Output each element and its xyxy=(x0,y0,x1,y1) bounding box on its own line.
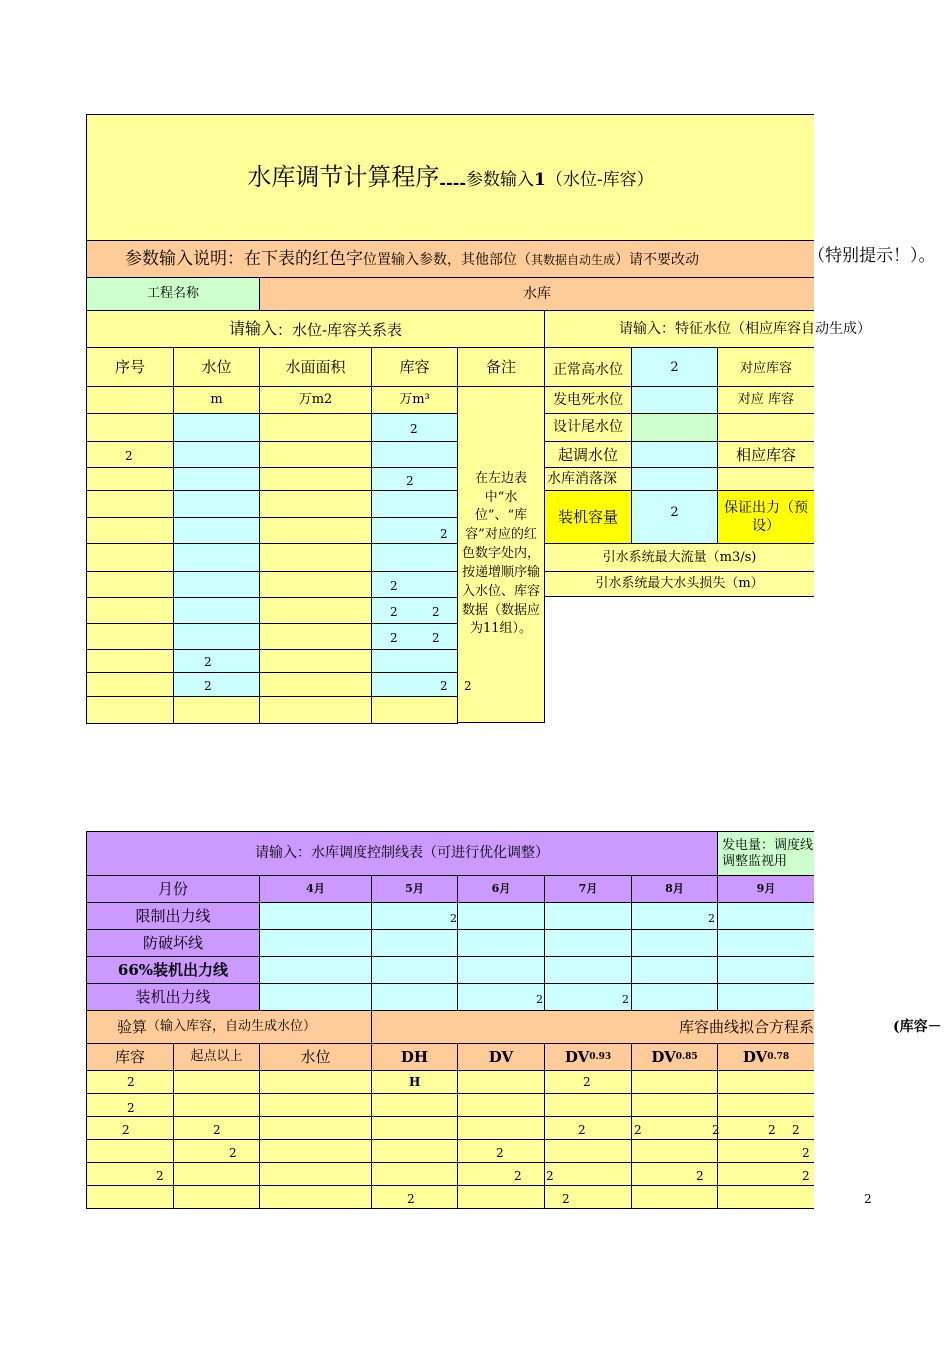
verify-cell[interactable] xyxy=(631,1185,718,1209)
glyph: 2 xyxy=(712,1123,720,1137)
dispatch-input-cell[interactable] xyxy=(631,956,718,984)
glyph: 2 xyxy=(125,449,133,463)
verify-title xyxy=(86,1010,372,1044)
dispatch-row-label: 66%装机出力线 xyxy=(86,956,260,984)
area-cell xyxy=(259,649,372,673)
month-header-cell: 5月 xyxy=(371,875,458,903)
level-input-cell[interactable] xyxy=(173,649,260,673)
area-cell xyxy=(259,517,372,544)
verify-cell[interactable] xyxy=(717,1185,814,1209)
level-input-cell[interactable] xyxy=(173,517,260,544)
unit-capacity: 万m³ xyxy=(371,386,458,414)
glyph: 2 xyxy=(440,527,448,541)
dispatch-input-cell[interactable] xyxy=(371,956,458,984)
capacity-input-cell[interactable] xyxy=(371,543,458,572)
verify-cell[interactable] xyxy=(544,1093,632,1117)
area-cell xyxy=(259,467,372,491)
instructions-middle-end: ）请不要改动 xyxy=(615,252,700,269)
area-cell xyxy=(259,672,372,697)
dispatch-input-cell[interactable] xyxy=(371,929,458,957)
glyph: 2 xyxy=(156,1169,164,1183)
level-input-cell[interactable] xyxy=(173,467,260,491)
glyph: 2 xyxy=(406,474,414,488)
max-flow-text: 引水系统最大流量（m3/s) xyxy=(602,549,757,565)
glyph: 2 xyxy=(514,1169,522,1183)
drawdown-input[interactable] xyxy=(631,467,718,491)
section-level-capacity-prefix: 请输入 xyxy=(228,319,277,339)
dispatch-input-cell[interactable] xyxy=(457,983,545,1011)
glyph: 2 xyxy=(407,1192,415,1206)
verify-cell[interactable] xyxy=(86,1185,174,1209)
title-main: 水库调节计算程序 xyxy=(247,163,440,192)
level-input-cell[interactable] xyxy=(173,623,260,650)
drawdown-blank xyxy=(717,467,814,491)
area-cell xyxy=(259,597,372,624)
verify-cell[interactable] xyxy=(86,1116,174,1140)
section-level-capacity xyxy=(86,310,545,348)
section-level-capacity-rest: ：水位-库容关系表 xyxy=(276,321,403,339)
glyph: 2 xyxy=(536,993,543,1006)
install-capacity-label: 装机容量 xyxy=(544,490,632,544)
glyph: 2 xyxy=(127,1101,135,1115)
unit-index xyxy=(86,386,174,414)
capacity-input-cell[interactable] xyxy=(371,649,458,673)
verify-cell[interactable] xyxy=(259,1116,372,1140)
unit-level: m xyxy=(173,386,260,414)
dispatch-input-cell[interactable] xyxy=(259,983,372,1011)
dispatch-input-cell[interactable] xyxy=(631,902,718,930)
dispatch-input-cell[interactable] xyxy=(717,983,814,1011)
glyph: 2 xyxy=(496,1146,504,1160)
max-flow-label xyxy=(544,543,814,572)
month-label: 月份 xyxy=(86,875,260,903)
dispatch-row-label: 防破坏线 xyxy=(86,929,260,957)
capacity-input-cell[interactable] xyxy=(371,571,458,598)
dead-capacity-label: 对应 库容 xyxy=(717,386,814,414)
verify-cell[interactable] xyxy=(717,1070,814,1094)
verify-cell[interactable] xyxy=(259,1139,372,1163)
glyph: 2 xyxy=(127,1075,135,1089)
area-cell xyxy=(259,623,372,650)
title-sub-pre: 参数输入 xyxy=(465,170,534,191)
dispatch-input-cell[interactable] xyxy=(259,929,372,957)
normal-high-capacity-label: 对应库容 xyxy=(717,347,814,387)
tail-level-input[interactable] xyxy=(631,413,718,442)
area-cell xyxy=(259,696,372,724)
h-label: H xyxy=(409,1075,421,1089)
verify-cell[interactable] xyxy=(457,1070,545,1094)
drawdown-label: 水库消落深 xyxy=(544,467,632,491)
level-input-cell[interactable] xyxy=(173,413,260,442)
glyph: 2 xyxy=(546,1169,554,1183)
area-cell xyxy=(259,490,372,518)
capacity-input-cell[interactable] xyxy=(371,467,458,491)
instructions-tail: （特别提示！）。 xyxy=(808,246,936,266)
verify-cell[interactable] xyxy=(371,1116,458,1140)
install-capacity-input[interactable]: 2 xyxy=(631,490,718,544)
dispatch-input-cell[interactable] xyxy=(371,983,458,1011)
verify-cell[interactable] xyxy=(457,1093,545,1117)
verify-cell[interactable] xyxy=(457,1185,545,1209)
level-input-cell[interactable] xyxy=(173,441,260,468)
instructions-middle: 位置输入参数，其他部位（ xyxy=(363,252,531,269)
verify-cell[interactable] xyxy=(631,1093,718,1117)
area-cell xyxy=(259,413,372,442)
dispatch-input-cell[interactable] xyxy=(717,929,814,957)
verify-header-cell: 库容 xyxy=(86,1043,174,1071)
normal-high-level-label: 正常高水位 xyxy=(544,347,632,387)
index-cell xyxy=(86,696,174,724)
verify-cell[interactable] xyxy=(173,1139,260,1163)
glyph: 2 xyxy=(562,1192,570,1206)
dispatch-input-cell[interactable] xyxy=(631,983,718,1011)
level-input-cell[interactable] xyxy=(173,543,260,572)
glyph: 2 xyxy=(450,912,457,925)
start-level-input[interactable] xyxy=(631,441,718,468)
verify-cell[interactable] xyxy=(259,1162,372,1186)
verify-cell[interactable] xyxy=(631,1070,718,1094)
verify-cell[interactable] xyxy=(631,1116,718,1140)
verify-cell[interactable] xyxy=(457,1116,545,1140)
verify-cell[interactable] xyxy=(371,1093,458,1117)
start-capacity-label: 相应库容 xyxy=(717,441,814,468)
start-level-label: 起调水位 xyxy=(544,441,632,468)
dispatch-input-cell[interactable] xyxy=(544,902,632,930)
index-cell xyxy=(86,543,174,572)
glyph: 2 xyxy=(432,631,440,645)
level-input-cell xyxy=(173,696,260,724)
glyph: 2 xyxy=(440,679,448,693)
col-header-level: 水位 xyxy=(173,347,260,387)
tail-level-label: 设计尾水位 xyxy=(544,413,632,442)
glyph: 2 xyxy=(213,1123,221,1137)
index-cell xyxy=(86,517,174,544)
verify-header-cell: 起点以上 xyxy=(173,1043,260,1071)
glyph: 2 xyxy=(578,1123,586,1137)
verify-cell[interactable] xyxy=(631,1162,718,1186)
col-header-remarks: 备注 xyxy=(457,347,545,387)
verify-cell[interactable] xyxy=(717,1139,814,1163)
project-name-field[interactable]: 水库 xyxy=(259,277,814,311)
remarks-note-text: 在左边表中“水位”、“库容”对应的红色数字处内，按递增顺序输入水位、库容数据（数据应为11组）。 xyxy=(462,470,541,637)
glyph: 2 xyxy=(464,679,472,693)
index-cell xyxy=(86,571,174,598)
verify-header-cell: 水位 xyxy=(259,1043,372,1071)
glyph: 2 xyxy=(708,912,715,925)
verify-cell[interactable] xyxy=(371,1139,458,1163)
verify-header-cell: DV 0.93 xyxy=(544,1043,632,1071)
verify-cell[interactable] xyxy=(717,1162,814,1186)
instructions-row xyxy=(86,240,814,278)
dispatch-input-cell[interactable] xyxy=(544,956,632,984)
index-cell xyxy=(86,467,174,491)
verify-header-cell: DV 0.85 xyxy=(631,1043,718,1071)
dispatch-table-title: 请输入：水库调度控制线表（可进行优化调整） xyxy=(86,831,718,876)
month-header-cell: 8月 xyxy=(631,875,718,903)
verify-header-cell: DV 0.78 xyxy=(717,1043,814,1071)
glyph: 2 xyxy=(792,1123,800,1137)
index-cell xyxy=(86,649,174,673)
fit-title xyxy=(371,1010,814,1044)
index-cell xyxy=(86,672,174,697)
level-input-cell[interactable] xyxy=(173,597,260,624)
verify-cell[interactable] xyxy=(457,1162,545,1186)
area-cell xyxy=(259,543,372,572)
glyph: 2 xyxy=(432,605,440,619)
col-header-surface-area: 水面面积 xyxy=(259,347,372,387)
instructions-lead: 参数输入说明：在下表的红色字 xyxy=(125,248,363,269)
verify-cell[interactable] xyxy=(544,1139,632,1163)
dead-level-input[interactable] xyxy=(631,386,718,414)
glyph: 2 xyxy=(229,1146,237,1160)
month-header-cell: 4月 xyxy=(259,875,372,903)
glyph: 2 xyxy=(583,1075,591,1089)
dispatch-row-label: 装机出力线 xyxy=(86,983,260,1011)
normal-high-level-input[interactable]: 2 xyxy=(631,347,718,387)
index-cell xyxy=(86,490,174,518)
dispatch-input-cell[interactable] xyxy=(631,929,718,957)
glyph: 2 xyxy=(204,655,212,669)
title-block xyxy=(86,114,814,241)
verify-cell[interactable] xyxy=(173,1070,260,1094)
index-cell xyxy=(86,623,174,650)
month-header-cell: 6月 xyxy=(457,875,545,903)
area-cell xyxy=(259,441,372,468)
dispatch-side-note: 发电量：调度线调整监视用 xyxy=(717,831,814,876)
instructions-middle-small: 其数据自动生成 xyxy=(531,253,616,268)
col-header-capacity: 库容 xyxy=(371,347,458,387)
dispatch-input-cell[interactable] xyxy=(457,956,545,984)
month-header-cell: 7月 xyxy=(544,875,632,903)
verify-title-note: （输入库容，自动生成水位） xyxy=(147,1019,317,1035)
index-cell xyxy=(86,413,174,442)
glyph: 2 xyxy=(122,1123,130,1137)
glyph: 2 xyxy=(802,1169,810,1183)
tail-level-blank xyxy=(717,413,814,442)
glyph: 2 xyxy=(410,422,418,436)
verify-cell[interactable] xyxy=(259,1093,372,1117)
verify-cell[interactable] xyxy=(173,1093,260,1117)
glyph: 2 xyxy=(622,993,629,1006)
glyph: 2 xyxy=(768,1123,776,1137)
level-input-cell[interactable] xyxy=(173,490,260,518)
dispatch-input-cell[interactable] xyxy=(457,902,545,930)
level-input-cell[interactable] xyxy=(173,571,260,598)
verify-cell[interactable] xyxy=(173,1185,260,1209)
index-cell xyxy=(86,597,174,624)
month-header-cell: 9月 xyxy=(717,875,814,903)
dispatch-input-cell[interactable] xyxy=(259,902,372,930)
glyph: 2 xyxy=(696,1169,704,1183)
verify-cell[interactable] xyxy=(544,1162,632,1186)
dispatch-input-cell[interactable] xyxy=(457,929,545,957)
glyph: 2 xyxy=(390,631,398,645)
max-head-loss-text: 引水系统最大水头损失（m） xyxy=(595,576,764,592)
guaranteed-output-label: 保证出力（预设） xyxy=(717,490,814,544)
glyph: 2 xyxy=(390,579,398,593)
capacity-input-cell xyxy=(371,696,458,724)
dead-level-label: 发电死水位 xyxy=(544,386,632,414)
verify-header-cell: DH xyxy=(371,1043,458,1071)
verify-title-text: 验算 xyxy=(117,1018,148,1036)
remarks-note xyxy=(457,386,545,723)
glyph: 2 xyxy=(390,605,398,619)
title-sub-post: （水位-库容） xyxy=(545,170,654,191)
verify-cell[interactable] xyxy=(86,1139,174,1163)
dispatch-input-cell[interactable] xyxy=(717,902,814,930)
title-sub-dash: ---- xyxy=(439,172,466,192)
fit-title-extra: (库容－ xyxy=(893,1019,942,1035)
verify-cell[interactable] xyxy=(544,1116,632,1140)
verify-cell[interactable] xyxy=(717,1093,814,1117)
col-header-index: 序号 xyxy=(86,347,174,387)
dispatch-input-cell[interactable] xyxy=(717,956,814,984)
capacity-input-cell[interactable] xyxy=(371,597,458,624)
unit-area: 万m2 xyxy=(259,386,372,414)
capacity-input-cell[interactable] xyxy=(371,441,458,468)
dispatch-input-cell[interactable] xyxy=(259,956,372,984)
glyph: 2 xyxy=(204,679,212,693)
verify-cell[interactable] xyxy=(259,1185,372,1209)
fit-title-text: 库容曲线拟合方程系 xyxy=(678,1018,814,1036)
verify-cell[interactable] xyxy=(371,1162,458,1186)
glyph: 2 xyxy=(634,1123,642,1137)
level-input-cell[interactable] xyxy=(173,672,260,697)
verify-cell[interactable] xyxy=(631,1139,718,1163)
glyph: 2 xyxy=(802,1146,810,1160)
capacity-input-cell[interactable] xyxy=(371,623,458,650)
dispatch-row-label: 限制出力线 xyxy=(86,902,260,930)
verify-cell[interactable] xyxy=(173,1162,260,1186)
verify-header-cell: DV xyxy=(457,1043,545,1071)
dispatch-input-cell[interactable] xyxy=(544,983,632,1011)
max-head-loss-label xyxy=(544,571,814,597)
capacity-input-cell[interactable] xyxy=(371,490,458,518)
dispatch-input-cell[interactable] xyxy=(371,902,458,930)
section-characteristic-levels: 请输入：特征水位（相应库容自动生成） xyxy=(544,310,814,348)
glyph: 2 xyxy=(864,1192,872,1206)
title-sub-num: 1 xyxy=(533,170,546,191)
area-cell xyxy=(259,571,372,598)
verify-cell[interactable] xyxy=(544,1185,632,1209)
project-label: 工程名称 xyxy=(86,277,260,311)
verify-cell[interactable] xyxy=(259,1070,372,1094)
dispatch-input-cell[interactable] xyxy=(544,929,632,957)
